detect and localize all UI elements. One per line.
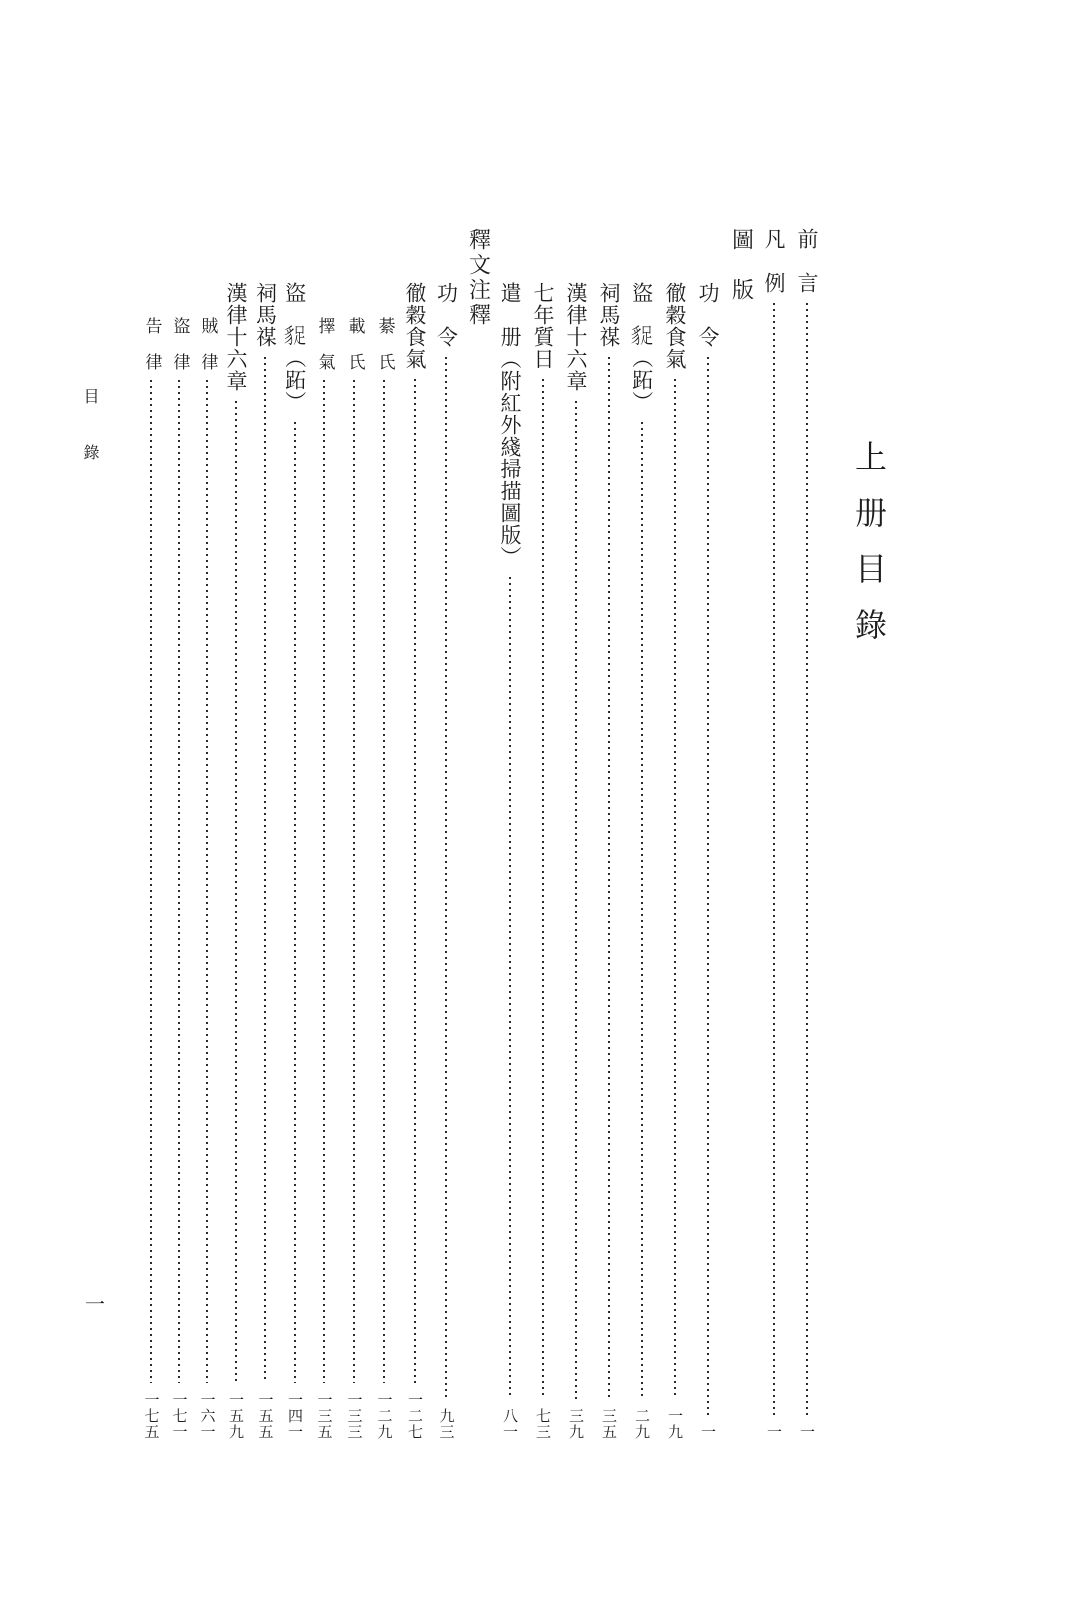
dotted-leader [806, 303, 808, 1415]
dotted-leader [707, 357, 709, 1415]
toc-entry [592, 228, 625, 1440]
toc-entry-page-number: 一六一 [198, 1392, 217, 1440]
toc-subentry [339, 228, 369, 1440]
toc-entry-page-number: 二九 [633, 1408, 651, 1440]
toc-entry-title: 綦 氏 [374, 317, 395, 371]
table-of-contents [123, 228, 823, 1440]
toc-subentry [369, 228, 399, 1440]
toc-entry [493, 228, 526, 1440]
dotted-leader [674, 379, 676, 1399]
dotted-leader [773, 303, 775, 1415]
dotted-leader [264, 357, 266, 1383]
composed-rare-glyph: 豸 足 [283, 324, 307, 348]
toc-entry [399, 228, 430, 1440]
toc-entry [625, 228, 658, 1440]
toc-entry-title: 七年質日 [531, 282, 555, 370]
toc-entry-title: 凡 例 [762, 228, 786, 294]
toc-entry [790, 228, 823, 1440]
dotted-leader [294, 422, 296, 1383]
dotted-leader [445, 357, 447, 1399]
toc-entry-page-number: 一五五 [256, 1392, 275, 1440]
toc-entry-title: 漢律十六章 [564, 282, 588, 392]
dotted-leader [235, 401, 237, 1383]
toc-entry-title: 漢律十六章 [224, 282, 248, 392]
toc-entry [559, 228, 592, 1440]
toc-entry-page-number: 三五 [600, 1408, 618, 1440]
toc-entry-page-number: 八一 [501, 1408, 519, 1440]
section-heading [462, 228, 493, 1440]
toc-entry-page-number: 一三三 [345, 1392, 364, 1440]
toc-entry-title: 載 氏 [344, 317, 365, 371]
dotted-leader [414, 379, 416, 1383]
toc-entry-page-number: 三九 [567, 1408, 585, 1440]
section-heading [724, 228, 757, 1440]
toc-entry-title: 盜 律 [169, 317, 190, 371]
toc-entry-page-number: 一九 [666, 1408, 684, 1440]
toc-entry [691, 228, 724, 1440]
dotted-leader [150, 380, 152, 1383]
dotted-leader [206, 380, 208, 1383]
composed-rare-glyph: 豸 足 [630, 324, 654, 348]
toc-entry-page-number: 九三 [437, 1408, 456, 1440]
toc-subentry [193, 228, 221, 1440]
toc-subentry [309, 228, 339, 1440]
toc-entry-title: 徹穀食氣 [663, 282, 687, 370]
toc-entry-title: 功 令 [434, 282, 459, 348]
dotted-leader [383, 380, 385, 1383]
toc-entry-title: 功 令 [696, 282, 720, 348]
toc-entry-page-number: 七三 [534, 1408, 552, 1440]
toc-entry-page-number: 一七一 [170, 1392, 189, 1440]
toc-entry-page-number: 一 [798, 1424, 816, 1440]
toc-entry [430, 228, 462, 1440]
toc-entry-page-number: 一 [699, 1424, 717, 1440]
toc-entry-title: 擇 氣 [314, 317, 335, 371]
dotted-leader [509, 577, 511, 1399]
folio-page-number: 一 [85, 1292, 105, 1316]
dotted-leader [542, 379, 544, 1399]
toc-entry [250, 228, 280, 1440]
dotted-leader [575, 401, 577, 1399]
toc-entry [658, 228, 691, 1440]
volume-title: 上册目錄 [850, 440, 888, 664]
toc-entry-title: 祠馬禖 [597, 282, 621, 348]
toc-entry-title: 告 律 [141, 317, 162, 371]
dotted-leader [353, 380, 355, 1383]
toc-entry-title: 賊 律 [197, 317, 218, 371]
toc-entry-title: 徹穀食氣 [403, 282, 427, 370]
dotted-leader [608, 357, 610, 1399]
dotted-leader [178, 380, 180, 1383]
toc-entry [757, 228, 790, 1440]
toc-entry-page-number: 一四一 [286, 1392, 304, 1440]
dotted-leader [641, 422, 643, 1399]
toc-entry-page-number: 一七五 [142, 1392, 161, 1440]
toc-subentry [137, 228, 165, 1440]
toc-entry-page-number: 一五九 [227, 1392, 245, 1440]
toc-subentry [165, 228, 193, 1440]
toc-entry-page-number: 一三五 [315, 1392, 334, 1440]
dotted-leader [323, 380, 325, 1383]
toc-entry [221, 228, 250, 1440]
toc-entry [280, 228, 309, 1440]
toc-entry-page-number: 一二九 [375, 1392, 394, 1440]
toc-entry-title: 遣 册（附紅外綫掃描圖版） [498, 282, 522, 568]
toc-entry-title: 盜 豸 足 （跖） [282, 282, 307, 413]
toc-entry-title: 盜 豸 足 （跖） [629, 282, 654, 413]
toc-entry-title: 前 言 [795, 228, 819, 294]
section-heading-title: 釋文注釋 [465, 228, 491, 328]
section-heading-title: 圖 版 [728, 228, 754, 303]
margin-running-head: 目錄 [81, 388, 100, 500]
toc-entry [526, 228, 559, 1440]
toc-entry-page-number: 一二七 [406, 1392, 424, 1440]
toc-entry-page-number: 一 [765, 1424, 783, 1440]
toc-entry-title: 祠馬禖 [253, 282, 278, 348]
